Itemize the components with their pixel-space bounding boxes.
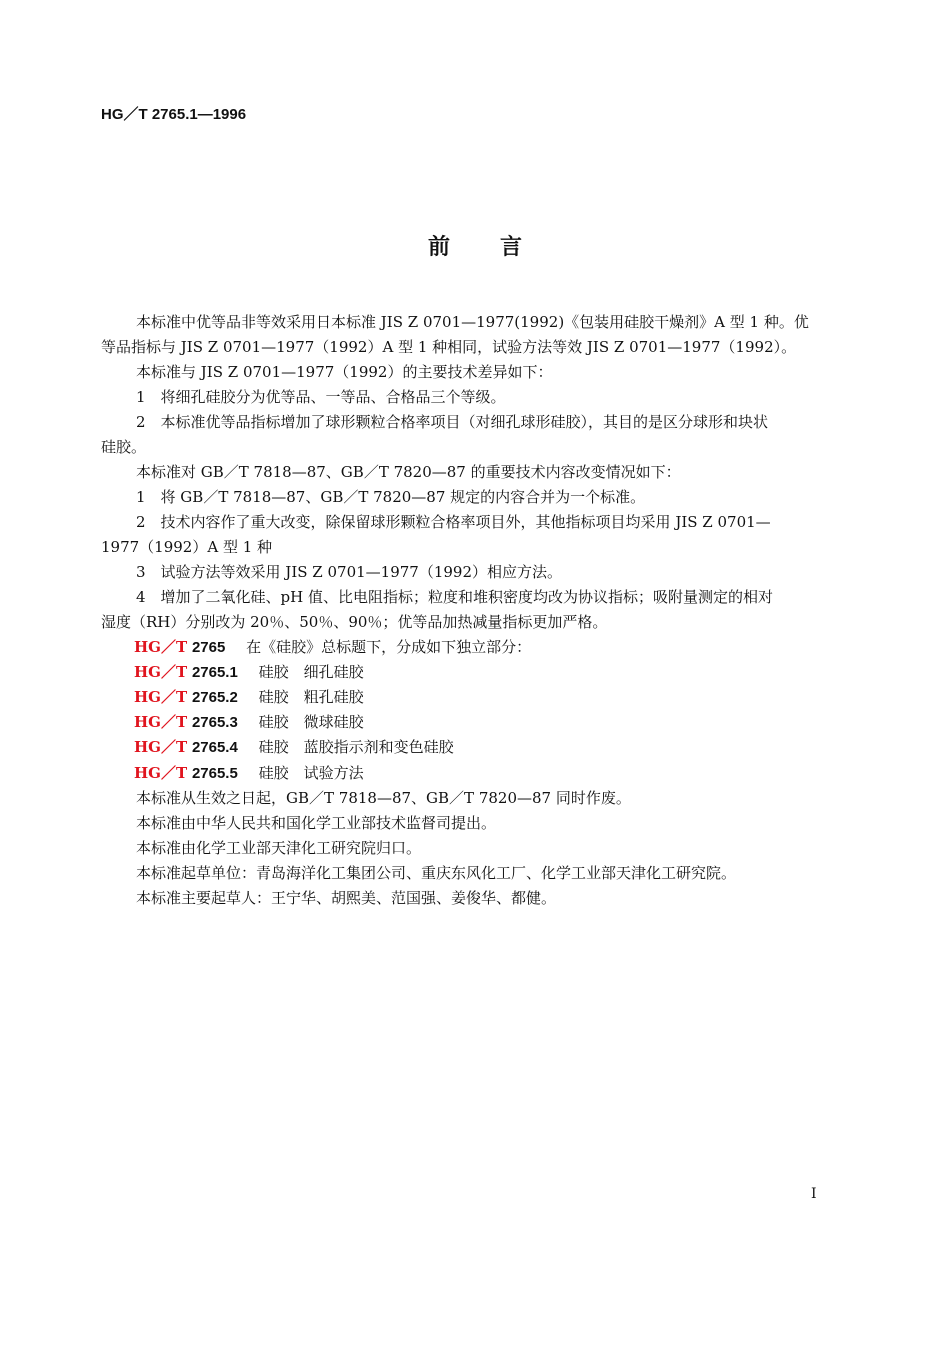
body-line: 本标准与 JIS Z 0701—1977（1992）的主要技术差异如下：: [136, 363, 553, 381]
part-prefix: HG／T: [134, 713, 188, 731]
body-line: 3 试验方法等效采用 JIS Z 0701—1977（1992）相应方法。: [136, 563, 563, 581]
body-line: 2 技术内容作了重大改变，除保留球形颗粒合格率项目外，其他指标项目均采用 JIS Z 0701—: [136, 513, 771, 531]
body-line: 硅胶。: [101, 438, 147, 456]
part-entry: [134, 687, 364, 708]
body-line: 本标准对 GB／T 7818—87、GB／T 7820—87 的重要技术内容改变情况如下：: [136, 463, 681, 481]
part-code: 2765.2: [191, 689, 238, 706]
standard-number-header: HG／T 2765.1—1996: [101, 106, 247, 123]
part-text: 硅胶 试验方法: [258, 764, 364, 782]
part-text: 硅胶 微球硅胶: [258, 713, 364, 731]
part-code: 2765.4: [191, 739, 238, 756]
page-number: I: [811, 1186, 817, 1202]
part-prefix: HG／T: [134, 688, 188, 706]
body-line: 1 将 GB／T 7818—87、GB／T 7820—87 规定的内容合并为一个标准。: [136, 488, 646, 506]
part-entry: [134, 637, 531, 658]
body-line: 本标准主要起草人：王宁华、胡熙美、范国强、姜俊华、都健。: [136, 889, 557, 907]
body-line: 湿度（RH）分别改为 20％、50％、90％；优等品加热减量指标更加严格。: [101, 613, 608, 631]
body-line: 本标准从生效之日起，GB／T 7818—87、GB／T 7820—87 同时作废。: [136, 789, 631, 807]
part-code: 2765: [191, 639, 226, 656]
part-prefix: HG／T: [134, 663, 188, 681]
part-text: 硅胶 细孔硅胶: [258, 663, 364, 681]
part-entry: [134, 662, 364, 683]
part-entry: [134, 737, 454, 758]
body-line: 本标准由化学工业部天津化工研究院归口。: [136, 839, 422, 857]
part-entry: [134, 712, 364, 733]
part-text: 硅胶 粗孔硅胶: [258, 688, 364, 706]
part-entry: [134, 763, 364, 784]
part-code: 2765.3: [191, 714, 238, 731]
part-code: 2765.1: [191, 664, 238, 681]
body-line: 本标准由中华人民共和国化学工业部技术监督司提出。: [136, 814, 497, 832]
part-prefix: HG／T: [134, 738, 188, 756]
part-prefix: HG／T: [134, 764, 188, 782]
part-text: 在《硅胶》总标题下，分成如下独立部分：: [246, 638, 532, 656]
body-line: 1 将细孔硅胶分为优等品、一等品、合格品三个等级。: [136, 388, 506, 406]
body-line: 等品指标与 JIS Z 0701—1977（1992）A 型 1 种相同，试验方法等效 JIS Z 0701—1977（1992）。: [101, 338, 797, 356]
body-line: 2 本标准优等品指标增加了球形颗粒合格率项目（对细孔球形硅胶），其目的是区分球形和块状: [136, 413, 769, 431]
body-line: 4 增加了二氧化硅、pH 值、比电阻指标；粒度和堆积密度均改为协议指标；吸附量测定的相对: [136, 588, 773, 606]
body-line: 本标准起草单位：青岛海洋化工集团公司、重庆东风化工厂、化学工业部天津化工研究院。: [136, 864, 737, 882]
part-prefix: HG／T: [134, 638, 188, 656]
page-title: 前言: [427, 235, 572, 260]
part-code: 2765.5: [191, 765, 238, 782]
part-text: 硅胶 蓝胶指示剂和变色硅胶: [258, 738, 454, 756]
body-line: 1977（1992）A 型 1 种: [101, 538, 273, 556]
body-line: 本标准中优等品非等效采用日本标准 JIS Z 0701—1977(1992)《包装用硅胶干燥剂》A 型 1 种。优: [136, 313, 809, 331]
